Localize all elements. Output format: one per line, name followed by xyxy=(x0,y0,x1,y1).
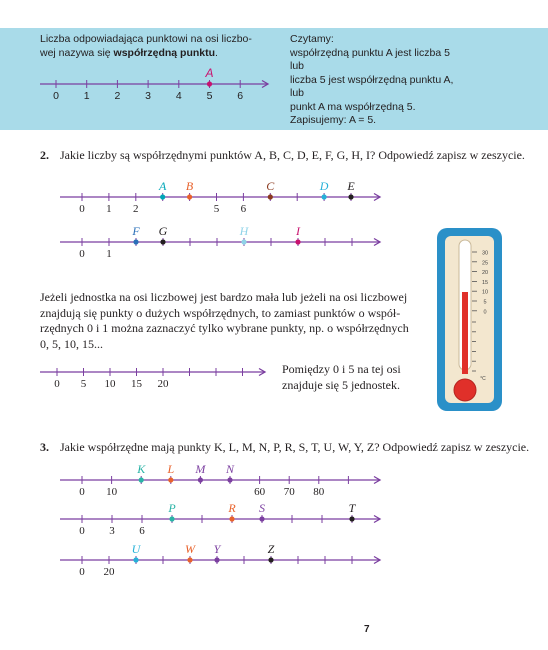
task-2-number: 2. xyxy=(40,148,49,162)
tick-label: 2 xyxy=(133,203,139,215)
point-label-c: C xyxy=(266,179,275,193)
point-b xyxy=(187,194,192,199)
point-label-k: K xyxy=(137,462,146,476)
definition-number-line xyxy=(40,66,268,102)
tick-label: 10 xyxy=(104,378,116,390)
reading-line: lub xyxy=(290,87,305,99)
tick-label: 5 xyxy=(213,203,220,215)
tick-label: 6 xyxy=(240,203,247,215)
tick-label: 0 xyxy=(54,378,60,390)
task-2-text: Jakie liczby są współrzędnymi punktów A, B, C, D, E, F, G, H, I? Odpowiedź zapisz w zeszycie. xyxy=(60,148,525,162)
thermo-scale-label: 25 xyxy=(481,260,489,267)
point-p xyxy=(169,516,174,521)
reading-line: punkt A ma współrzędną 5. xyxy=(290,100,416,113)
note-line: znajduje się 5 jednostek. xyxy=(282,377,400,392)
point-label-m: M xyxy=(195,462,206,476)
point-label-r: R xyxy=(228,501,236,515)
point-s xyxy=(259,516,264,521)
task-2-number-line-1 xyxy=(60,179,380,215)
point-label-u: U xyxy=(131,542,141,556)
point-label-l: L xyxy=(167,462,175,476)
tick-label: 0 xyxy=(79,203,85,215)
point-label-d: D xyxy=(319,179,329,193)
point-r xyxy=(229,516,234,521)
tick-label: 0 xyxy=(79,525,85,537)
thermo-scale-label: 0 xyxy=(483,309,487,316)
tick-label: 1 xyxy=(106,203,112,215)
task-2-number-line-2 xyxy=(60,224,380,260)
definition-line-2: wej nazywa się xyxy=(40,46,114,59)
point-label-p: P xyxy=(168,501,176,515)
explanation-line: 0, 5, 10, 15... xyxy=(40,336,103,351)
tick-label: 3 xyxy=(109,525,115,537)
note-line: Pomiędzy 0 i 5 na tej osi xyxy=(282,362,401,376)
task-3-number-line-2 xyxy=(60,501,380,537)
tick-label: 2 xyxy=(114,90,121,102)
thermo-scale-label: 5 xyxy=(483,299,487,306)
thermo-scale-label: 30 xyxy=(481,250,489,257)
point-label-t: T xyxy=(348,501,356,515)
thermo-unit: °C xyxy=(480,376,486,382)
reading-line: lub xyxy=(290,60,305,72)
point-f xyxy=(133,239,138,244)
point-k xyxy=(139,477,144,482)
tick-label: 15 xyxy=(131,378,142,390)
reading-line: liczba 5 jest współrzędną punktu A, xyxy=(290,73,454,86)
task-3-number-line-1 xyxy=(60,462,380,498)
point-label-w: W xyxy=(185,542,195,556)
task-3-number: 3. xyxy=(40,440,49,454)
thermo-scale-label: 20 xyxy=(481,270,489,277)
reading-line: Zapisujemy: A = 5. xyxy=(290,114,377,126)
tick-label: 20 xyxy=(103,566,115,578)
point-label-i: I xyxy=(296,224,300,238)
point-n xyxy=(227,477,232,482)
tick-label: 1 xyxy=(83,90,90,102)
point-m xyxy=(198,477,203,482)
point-d xyxy=(322,194,327,199)
point-t xyxy=(349,516,354,521)
point-label-h: H xyxy=(239,224,249,238)
tick-label: 1 xyxy=(106,248,112,260)
point-label-z: Z xyxy=(267,542,275,556)
tick-label: 20 xyxy=(157,378,169,390)
point-w xyxy=(187,557,192,562)
point-label-f: F xyxy=(132,224,140,238)
tick-label: 3 xyxy=(145,90,152,102)
explanation-line: rzędnych 0 i 1 można zaznaczyć tylko wybrane punkty, np. o współrzędnych xyxy=(40,321,409,335)
tick-label: 0 xyxy=(79,486,85,498)
point-label-a: A xyxy=(159,179,167,193)
point-label-e: E xyxy=(347,179,355,193)
tick-label: 60 xyxy=(254,486,266,498)
explanation-line: Jeżeli jednostka na osi liczbowej jest bardzo mała lub jeżeli na osi liczbowej xyxy=(40,290,408,304)
definition-text: Liczba odpowiadająca punktowi na osi liczbo- wej nazywa się współrzędną punktu. xyxy=(40,33,280,60)
thermometer-mercury xyxy=(462,292,468,374)
reading-line: współrzędną punktu A jest liczba 5 xyxy=(290,46,450,59)
tick-label: 0 xyxy=(53,90,59,102)
task-3-number-line-3 xyxy=(60,542,380,578)
point-y xyxy=(214,557,219,562)
tick-label: 0 xyxy=(79,566,85,578)
tick-label: 80 xyxy=(313,486,325,498)
reading-line: Czytamy: xyxy=(290,33,334,45)
explanation-line: znajdują się punkty o dużych współrzędnych, to zamiast punktów o współ- xyxy=(40,305,401,320)
point-a xyxy=(207,81,212,86)
point-g xyxy=(160,239,165,244)
point-label-n: N xyxy=(225,462,235,476)
thermo-scale-label: 15 xyxy=(481,279,489,286)
point-label-y: Y xyxy=(213,542,221,556)
tick-label: 6 xyxy=(139,525,145,537)
task-3-text: Jakie współrzędne mają punkty K, L, M, N, P, R, S, T, U, W, Y, Z? Odpowiedź zapisz w zeszycie. xyxy=(60,440,530,454)
point-label-s: S xyxy=(259,501,265,515)
tick-label: 5 xyxy=(80,378,87,390)
point-label-g: G xyxy=(158,224,168,238)
point-label-b: B xyxy=(185,179,194,193)
point-u xyxy=(133,557,138,562)
point-a xyxy=(160,194,165,199)
page-number: 7 xyxy=(364,624,370,635)
point-z xyxy=(268,557,273,562)
point-h xyxy=(241,239,246,244)
tick-label: 5 xyxy=(206,90,213,102)
explanation-number-line xyxy=(40,368,265,390)
tick-label: 6 xyxy=(237,90,244,102)
point-label-a: A xyxy=(205,66,214,80)
point-l xyxy=(168,477,173,482)
tick-label: 4 xyxy=(175,90,182,102)
thermometer-bulb xyxy=(454,379,476,401)
tick-label: 0 xyxy=(79,248,85,260)
definition-line-1: Liczba odpowiadająca punktowi na osi liczbo- xyxy=(40,33,252,45)
thermo-scale-label: 10 xyxy=(481,289,489,296)
definition-term: współrzędną punktu xyxy=(113,46,216,59)
thermometer-icon xyxy=(437,228,502,411)
point-e xyxy=(348,194,353,199)
tick-label: 70 xyxy=(283,486,295,498)
tick-label: 10 xyxy=(106,486,118,498)
point-i xyxy=(295,239,300,244)
point-c xyxy=(268,194,273,199)
